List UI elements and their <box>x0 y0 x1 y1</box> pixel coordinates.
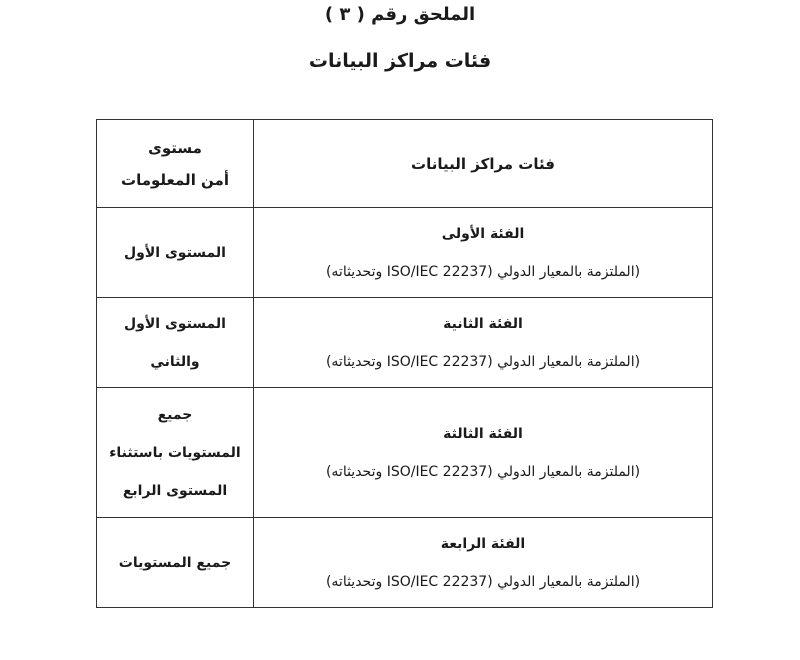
data-center-categories-table <box>96 119 713 608</box>
category-name: الفئة الأولى <box>441 225 525 242</box>
annex-label: الملحق رقم ( ٣ ) <box>324 4 476 25</box>
category-description: (الملتزمة بالمعيار الدولي (ISO/IEC 22237 وتحديثاته) <box>325 573 641 590</box>
category-name: الفئة الثانية <box>443 315 523 332</box>
security-level-line: المستوى الأول <box>124 244 226 261</box>
security-level-cell <box>97 208 254 298</box>
security-level-cell <box>97 518 254 608</box>
table-header-row <box>97 120 713 208</box>
category-name: الفئة الرابعة <box>440 535 526 552</box>
security-level-line: المستوى الرابع <box>122 482 228 499</box>
security-level-line: جميع <box>157 406 193 423</box>
category-cell <box>254 518 713 608</box>
category-name: الفئة الثالثة <box>443 425 523 442</box>
security-level-cell <box>97 298 254 388</box>
category-description: (الملتزمة بالمعيار الدولي (ISO/IEC 22237 وتحديثاته) <box>325 263 641 280</box>
security-level-cell <box>97 388 254 518</box>
category-cell <box>254 388 713 518</box>
column-header-level-line1: مستوى <box>148 138 202 157</box>
security-level-line: والثاني <box>150 353 200 370</box>
column-header-level-line2: أمن المعلومات <box>121 170 229 189</box>
category-cell <box>254 208 713 298</box>
security-level-line: المستوى الأول <box>124 315 226 332</box>
security-level-line: المستويات باستثناء <box>109 444 241 461</box>
category-description: (الملتزمة بالمعيار الدولي (ISO/IEC 22237 وتحديثاته) <box>325 463 641 480</box>
table-row <box>97 298 713 388</box>
page-title: فئات مراكز البيانات <box>308 50 492 72</box>
column-header-categories: فئات مراكز البيانات <box>254 120 713 208</box>
table-row <box>97 388 713 518</box>
security-level-line: جميع المستويات <box>118 554 232 571</box>
table-row <box>97 518 713 608</box>
category-description: (الملتزمة بالمعيار الدولي (ISO/IEC 22237 وتحديثاته) <box>325 353 641 370</box>
table-row <box>97 208 713 298</box>
column-header-security-level <box>97 120 254 208</box>
category-cell <box>254 298 713 388</box>
